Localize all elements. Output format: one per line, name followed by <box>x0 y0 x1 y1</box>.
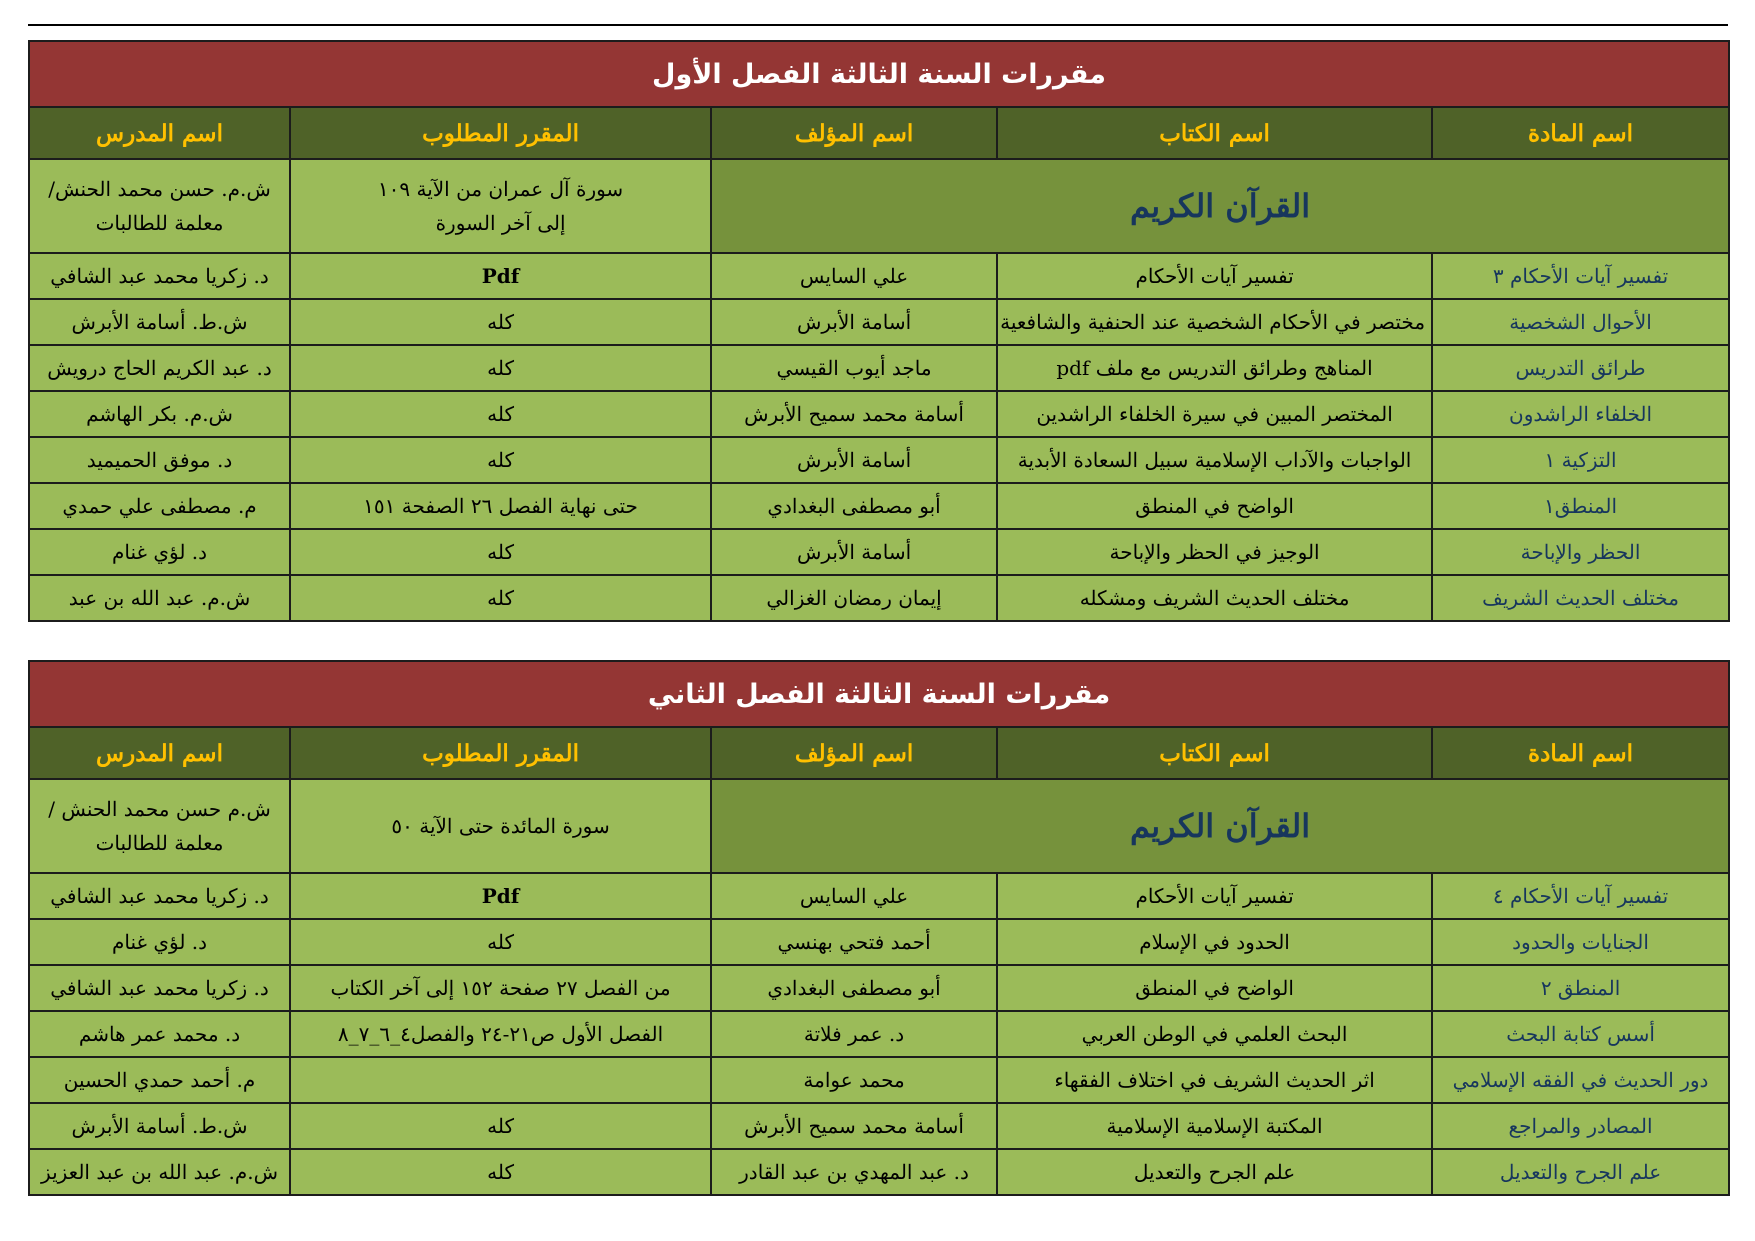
quran-required <box>290 779 711 873</box>
quran-teacher <box>29 159 290 253</box>
quran-required <box>290 159 711 253</box>
required-cell: Pdf <box>290 873 711 919</box>
author-cell: أبو مصطفى البغدادي <box>711 965 997 1011</box>
teacher-cell: م. أحمد حمدي الحسين <box>29 1057 290 1103</box>
author-cell: إيمان رمضان الغزالي <box>711 575 997 621</box>
required-cell <box>290 1057 711 1103</box>
quran-teacher <box>29 779 290 873</box>
teacher-cell: د. لؤي غنام <box>29 919 290 965</box>
author-cell: د. عمر فلاتة <box>711 1011 997 1057</box>
subject-cell: تفسير آيات الأحكام ٣ <box>1432 253 1729 299</box>
book-cell: علم الجرح والتعديل <box>997 1149 1432 1195</box>
quran-required-line-1: سورة المائدة حتى الآية ٥٠ <box>391 814 610 838</box>
teacher-cell: ش.ط. أسامة الأبرش <box>29 1103 290 1149</box>
quran-teacher-line-2: معلمة للطالبات <box>95 211 224 235</box>
header-author: اسم المؤلف <box>711 727 997 779</box>
author-cell: ماجد أيوب القيسي <box>711 345 997 391</box>
required-cell: كله <box>290 437 711 483</box>
table-row <box>29 919 1729 965</box>
header-subject: اسم المادة <box>1432 727 1729 779</box>
semester-2-table <box>28 660 1730 1196</box>
header-author: اسم المؤلف <box>711 107 997 159</box>
book-cell: المكتبة الإسلامية الإسلامية <box>997 1103 1432 1149</box>
semester-2-quran-row <box>29 779 1729 873</box>
header-required: المقرر المطلوب <box>290 107 711 159</box>
author-cell: أسامة محمد سميح الأبرش <box>711 1103 997 1149</box>
quran-label: القرآن الكريم <box>711 159 1729 253</box>
teacher-cell: د. زكريا محمد عبد الشافي <box>29 873 290 919</box>
table-row <box>29 391 1729 437</box>
required-cell: كله <box>290 1103 711 1149</box>
teacher-cell: د. لؤي غنام <box>29 529 290 575</box>
table-row <box>29 1057 1729 1103</box>
quran-teacher-line-1: ش.م حسن محمد الحنش / <box>48 797 271 821</box>
quran-required-line-1: سورة آل عمران من الآية ١٠٩ <box>377 177 624 201</box>
table-row <box>29 1011 1729 1057</box>
semester-1-table <box>28 40 1730 622</box>
subject-cell: الحظر والإباحة <box>1432 529 1729 575</box>
required-cell: من الفصل ٢٧ صفحة ١٥٢ إلى آخر الكتاب <box>290 965 711 1011</box>
subject-cell: مختلف الحديث الشريف <box>1432 575 1729 621</box>
author-cell: أسامة الأبرش <box>711 529 997 575</box>
required-cell: حتى نهاية الفصل ٢٦ الصفحة ١٥١ <box>290 483 711 529</box>
table-row <box>29 529 1729 575</box>
table-row <box>29 873 1729 919</box>
table-row <box>29 345 1729 391</box>
teacher-cell: ش.ط. أسامة الأبرش <box>29 299 290 345</box>
book-cell: اثر الحديث الشريف في اختلاف الفقهاء <box>997 1057 1432 1103</box>
author-cell: أحمد فتحي بهنسي <box>711 919 997 965</box>
teacher-cell: د. محمد عمر هاشم <box>29 1011 290 1057</box>
header-book: اسم الكتاب <box>997 727 1432 779</box>
subject-cell: الخلفاء الراشدون <box>1432 391 1729 437</box>
teacher-cell: ش.م. عبد الله بن عبد <box>29 575 290 621</box>
semester-2-title: مقررات السنة الثالثة الفصل الثاني <box>29 661 1729 727</box>
header-teacher: اسم المدرس <box>29 107 290 159</box>
semester-1-quran-row <box>29 159 1729 253</box>
subject-cell: المنطق١ <box>1432 483 1729 529</box>
table-row <box>29 437 1729 483</box>
book-cell: الوجيز في الحظر والإباحة <box>997 529 1432 575</box>
semester-1-header-row <box>29 107 1729 159</box>
book-cell: الواضح في المنطق <box>997 965 1432 1011</box>
semester-2-header-row <box>29 727 1729 779</box>
subject-cell: دور الحديث في الفقه الإسلامي <box>1432 1057 1729 1103</box>
table-row <box>29 1149 1729 1195</box>
teacher-cell: د. عبد الكريم الحاج درويش <box>29 345 290 391</box>
required-cell: كله <box>290 345 711 391</box>
quran-label: القرآن الكريم <box>711 779 1729 873</box>
book-cell: الواضح في المنطق <box>997 483 1432 529</box>
subject-cell: علم الجرح والتعديل <box>1432 1149 1729 1195</box>
required-cell: كله <box>290 919 711 965</box>
teacher-cell: ش.م. عبد الله بن عبد العزيز <box>29 1149 290 1195</box>
required-cell: كله <box>290 529 711 575</box>
author-cell: أسامة محمد سميح الأبرش <box>711 391 997 437</box>
teacher-cell: ش.م. بكر الهاشم <box>29 391 290 437</box>
table-row <box>29 965 1729 1011</box>
quran-teacher-line-2: معلمة للطالبات <box>95 831 224 855</box>
teacher-cell: د. زكريا محمد عبد الشافي <box>29 965 290 1011</box>
book-cell: تفسير آيات الأحكام <box>997 253 1432 299</box>
table-row <box>29 253 1729 299</box>
teacher-cell: د. زكريا محمد عبد الشافي <box>29 253 290 299</box>
top-divider-line <box>28 24 1728 26</box>
required-cell: كله <box>290 299 711 345</box>
book-cell: الحدود في الإسلام <box>997 919 1432 965</box>
table-row <box>29 483 1729 529</box>
required-cell: كله <box>290 391 711 437</box>
subject-cell: أسس كتابة البحث <box>1432 1011 1729 1057</box>
header-subject: اسم المادة <box>1432 107 1729 159</box>
book-cell: مختصر في الأحكام الشخصية عند الحنفية والشافعية <box>997 299 1432 345</box>
required-cell: كله <box>290 1149 711 1195</box>
author-cell: أبو مصطفى البغدادي <box>711 483 997 529</box>
quran-teacher-line-1: ش.م. حسن محمد الحنش/ <box>48 177 271 201</box>
teacher-cell: د. موفق الحميميد <box>29 437 290 483</box>
book-cell: المختصر المبين في سيرة الخلفاء الراشدين <box>997 391 1432 437</box>
author-cell: أسامة الأبرش <box>711 437 997 483</box>
subject-cell: طرائق التدريس <box>1432 345 1729 391</box>
header-required: المقرر المطلوب <box>290 727 711 779</box>
quran-required-line-2: إلى آخر السورة <box>435 211 566 235</box>
required-cell: كله <box>290 575 711 621</box>
book-cell: الواجبات والآداب الإسلامية سبيل السعادة الأبدية <box>997 437 1432 483</box>
table-row <box>29 299 1729 345</box>
author-cell: علي السايس <box>711 873 997 919</box>
author-cell: محمد عوامة <box>711 1057 997 1103</box>
header-book: اسم الكتاب <box>997 107 1432 159</box>
table-row <box>29 1103 1729 1149</box>
semester-1-title: مقررات السنة الثالثة الفصل الأول <box>29 41 1729 107</box>
required-cell: Pdf <box>290 253 711 299</box>
book-cell: مختلف الحديث الشريف ومشكله <box>997 575 1432 621</box>
subject-cell: المصادر والمراجع <box>1432 1103 1729 1149</box>
subject-cell: المنطق ٢ <box>1432 965 1729 1011</box>
header-teacher: اسم المدرس <box>29 727 290 779</box>
book-cell: المناهج وطرائق التدريس مع ملف pdf <box>997 345 1432 391</box>
book-cell: البحث العلمي في الوطن العربي <box>997 1011 1432 1057</box>
table-row <box>29 575 1729 621</box>
book-cell: تفسير آيات الأحكام <box>997 873 1432 919</box>
required-cell: الفصل الأول ص٢١-٢٤ والفصل٤_٦_٧_٨ <box>290 1011 711 1057</box>
subject-cell: الجنايات والحدود <box>1432 919 1729 965</box>
author-cell: د. عبد المهدي بن عبد القادر <box>711 1149 997 1195</box>
subject-cell: تفسير آيات الأحكام ٤ <box>1432 873 1729 919</box>
subject-cell: الأحوال الشخصية <box>1432 299 1729 345</box>
author-cell: علي السايس <box>711 253 997 299</box>
teacher-cell: م. مصطفى علي حمدي <box>29 483 290 529</box>
subject-cell: التزكية ١ <box>1432 437 1729 483</box>
author-cell: أسامة الأبرش <box>711 299 997 345</box>
